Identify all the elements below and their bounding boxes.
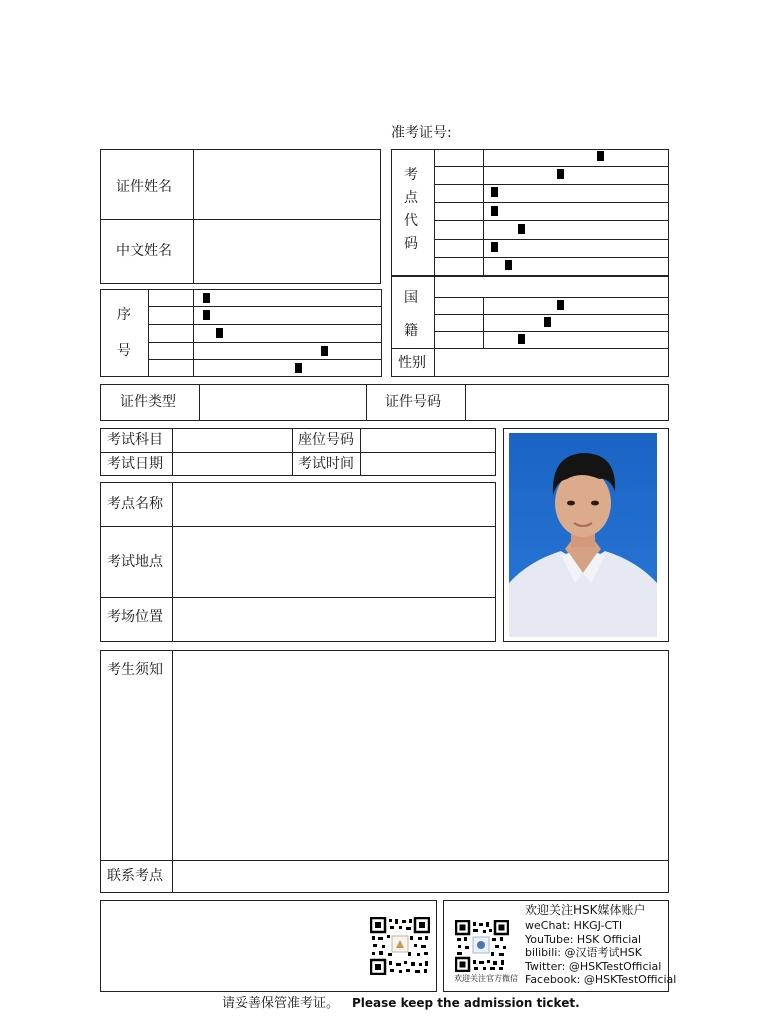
footer-cn-note: 请妥善保管准考证。 [222,996,340,1011]
redaction-mark [491,206,498,216]
center-code-char: 码 [404,236,418,252]
chinese-name-label: 中文姓名 [116,243,172,259]
nationality-block [391,276,669,377]
sequence-label-bottom: 号 [117,343,131,359]
exam-date-label: 考试日期 [107,456,163,472]
exam-address-label: 考试地点 [107,554,163,570]
contact-center-label: 联系考点 [107,868,163,884]
qr-code [370,917,430,975]
center-code-char: 考 [404,167,418,183]
gender-label: 性别 [398,355,426,371]
redaction-mark [597,151,604,161]
redaction-mark [216,328,223,338]
name-block [100,149,381,284]
social-line-twitter: Twitter: @HSKTestOfficial [525,960,662,973]
id-type-label: 证件类型 [120,394,176,410]
nationality-char: 国 [404,290,418,306]
room-location-label: 考场位置 [107,609,163,625]
exam-subject-label: 考试科目 [107,432,163,448]
redaction-mark [321,346,328,356]
notice-block [100,650,669,893]
ticket-number-label: 准考证号: [391,125,452,141]
center-code-char: 代 [404,213,418,229]
redaction-mark [518,334,525,344]
sequence-block [100,289,382,377]
center-code-char: 点 [404,190,418,206]
redaction-mark [557,300,564,310]
seat-number-label: 座位号码 [298,432,354,448]
notice-label: 考生须知 [107,662,163,678]
redaction-mark [295,363,302,373]
social-title: 欢迎关注HSK媒体账户 [525,903,646,917]
nationality-char: 籍 [404,323,418,339]
id-name-label: 证件姓名 [116,179,172,195]
wechat-qr-code [455,920,509,972]
center-name-label: 考点名称 [107,496,163,512]
redaction-mark [505,260,512,270]
redaction-mark [491,242,498,252]
social-line-wechat: weChat: HKGJ-CTI [525,919,623,932]
sequence-label-top: 序 [117,307,131,323]
redaction-mark [544,317,551,327]
footer-en-note: Please keep the admission ticket. [352,996,580,1010]
redaction-mark [203,310,210,320]
redaction-mark [203,293,210,303]
redaction-mark [557,169,564,179]
candidate-photo [509,433,657,637]
social-line-youtube: YouTube: HSK Official [525,933,642,946]
wechat-qr-caption: 欢迎关注官方微信 [454,974,518,983]
id-number-label: 证件号码 [385,394,441,410]
exam-time-label: 考试时间 [298,456,354,472]
social-line-bilibili: bilibili: @汉语考试HSK [525,946,642,959]
redaction-mark [491,187,498,197]
social-line-facebook: Facebook: @HSKTestOfficial [525,973,677,986]
redaction-mark [518,224,525,234]
